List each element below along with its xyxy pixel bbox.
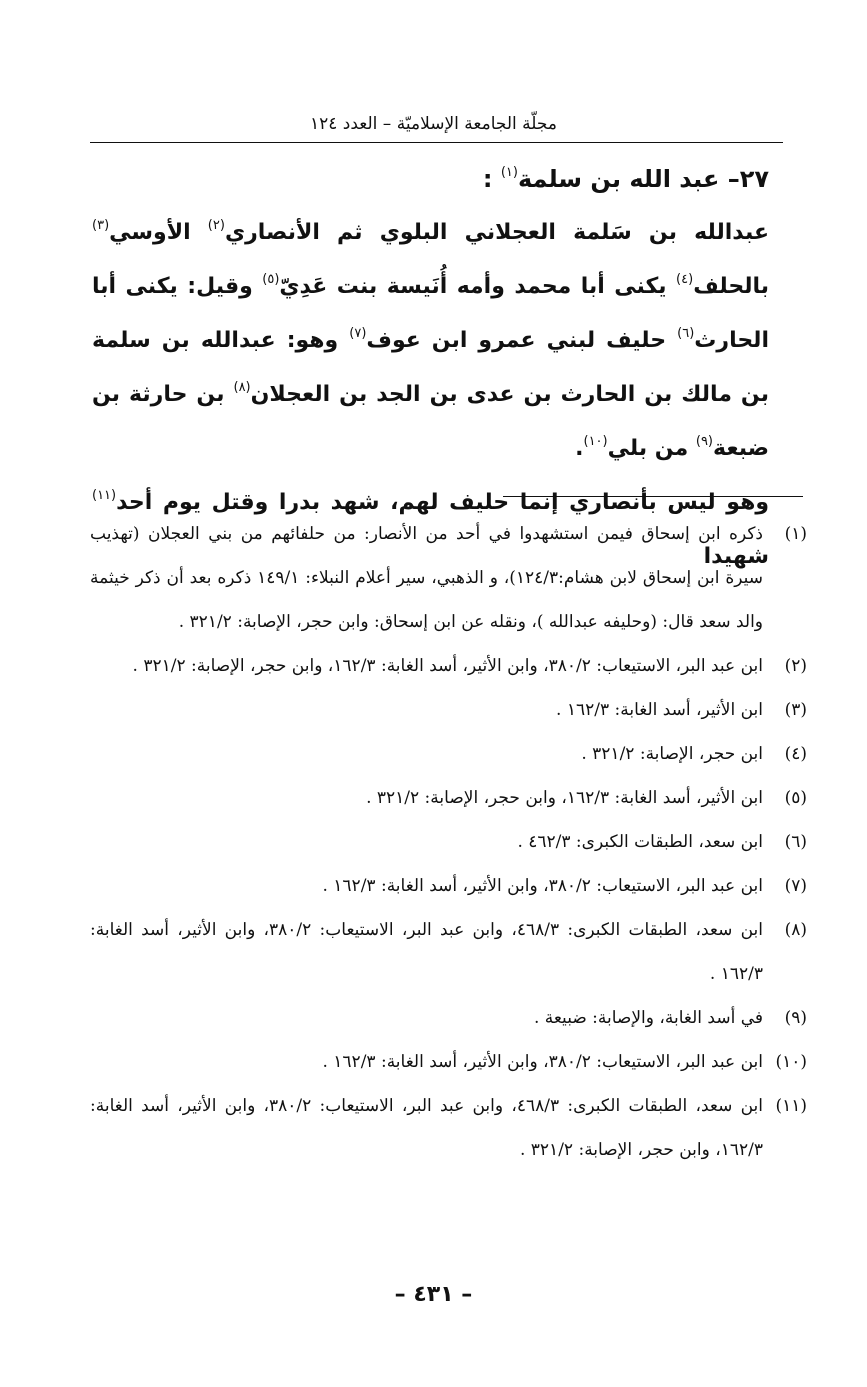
footnote-text: ابن الأثير، أسد الغابة: ١٦٢/٣ . — [556, 700, 763, 720]
footnote-number: (٤) — [784, 744, 807, 764]
footnote-ref: (٦) — [677, 325, 695, 341]
footnote-text: ابن سعد، الطبقات الكبرى: ٤٦٨/٣، وابن عبد البر، الاستيعاب: ٣٨٠/٢، وابن الأثير، أسد الغابة: ١٦٢/٣ . — [90, 920, 763, 984]
footnote-text: ابن سعد، الطبقات الكبرى: ٤٦٢/٣ . — [517, 832, 763, 852]
footnote-ref: (٢) — [207, 217, 225, 233]
footnote-number: (٦) — [784, 832, 807, 852]
footnote-item — [90, 644, 807, 688]
footnote-item — [90, 820, 807, 864]
footnote-item — [90, 732, 807, 776]
footnote-text: ابن عبد البر، الاستيعاب: ٣٨٠/٢، وابن الأثير، أسد الغابة: ١٦٢/٣ . — [322, 1052, 763, 1072]
footnote-ref: (٣) — [92, 217, 110, 233]
text-run: وهو ليس بأنصاري إنما حليف لهم، شهد بدرا وقتل يوم أحد — [116, 490, 769, 515]
text-run: وهو: عبدالله بن سلمة بن مالك بن الحارث بن عدى بن الجد بن العجلان — [92, 328, 769, 407]
footnote-ref: (١) — [500, 165, 518, 180]
footnote-number: (٣) — [784, 700, 807, 720]
footnote-text: ابن الأثير، أسد الغابة: ١٦٢/٣، وابن حجر، الإصابة: ٣٢١/٢ . — [366, 788, 763, 808]
footnotes — [90, 512, 807, 1172]
footnote-ref: (٨) — [233, 379, 251, 395]
text-run: حليف لبني عمرو ابن عوف — [366, 328, 678, 353]
footnote-number: (٢) — [784, 656, 807, 676]
footnote-number: (٧) — [784, 876, 807, 896]
text-run: يكنى أبا محمد وأمه أُنَيسة بنت عَدِيّ — [279, 274, 677, 299]
footnote-text: في أسد الغابة، والإصابة: ضبيعة . — [533, 1008, 763, 1028]
footnote-ref: (١٠) — [583, 433, 608, 449]
footnote-ref: (٩) — [695, 433, 713, 449]
footnote-text: ابن سعد، الطبقات الكبرى: ٤٦٨/٣، وابن عبد البر، الاستيعاب: ٣٨٠/٢، وابن الأثير، أسد الغابة: ١٦٢/٣، وابن حجر، الإصابة: ٣٢١/٢ . — [90, 1096, 763, 1160]
footnote-number: (٨) — [784, 920, 807, 940]
footnote-ref: (٤) — [676, 271, 694, 287]
paragraph-1 — [92, 206, 769, 476]
page-number: – ٤٣١ – — [394, 1282, 473, 1307]
footnote-number: (١١) — [775, 1096, 807, 1116]
footnote-item — [90, 512, 807, 644]
footnote-text: ابن عبد البر، الاستيعاب: ٣٨٠/٢، وابن الأثير، أسد الغابة: ١٦٢/٣، وابن حجر، الإصابة: ٣٢١/٢ . — [132, 656, 763, 676]
footnote-ref: (١١) — [92, 487, 117, 503]
heading-text: ٢٧– عبد الله بن سلمة — [517, 165, 769, 193]
footnote-ref: (٥) — [262, 271, 280, 287]
text-run: بن حارثة بن ضبعة — [92, 382, 769, 461]
footnote-item — [90, 1040, 807, 1084]
footnote-text: ذكره ابن إسحاق فيمن استشهدوا في أحد من الأنصار: من حلفائهم من بني العجلان (تهذيب سيرة ابن إسحاق لابن هشام:١٢٤/٣)، و الذهبي، سير أعلام النبلاء: ١٤٩/١ ذكره بعد أن ذكر خيثمة والد سعد قال: (وحليفه عبدالله )، ونقله عن ابن إسحاق: وابن حجر، الإصابة: ٣٢١/٢ . — [90, 524, 763, 632]
header-rule — [90, 142, 783, 143]
footnote-number: (١) — [784, 524, 807, 544]
footnote-item — [90, 688, 807, 732]
footnote-number: (٥) — [784, 788, 807, 808]
footnote-item — [90, 996, 807, 1040]
footnote-number: (٩) — [784, 1008, 807, 1028]
section-heading — [92, 152, 769, 206]
text-run: عبدالله بن سَلمة العجلاني البلوي ثم الأنصاري — [224, 220, 769, 245]
text-run: الأوسي — [109, 220, 208, 245]
footnote-ref: (٧) — [349, 325, 367, 341]
text-run: من بلي — [607, 436, 696, 461]
text-run: . — [575, 436, 584, 461]
heading-tail: : — [482, 165, 501, 193]
footnote-item — [90, 776, 807, 820]
text-run: بالحلف — [693, 274, 770, 299]
footnote-text: ابن عبد البر، الاستيعاب: ٣٨٠/٢، وابن الأثير، أسد الغابة: ١٦٢/٣ . — [322, 876, 763, 896]
text-run: وقيل: يكنى أبا الحارث — [92, 274, 769, 353]
text-run: شهيدا — [703, 544, 769, 569]
footnote-item — [90, 908, 807, 996]
footnote-separator — [503, 496, 803, 497]
footnote-item — [90, 864, 807, 908]
footnote-number: (١٠) — [775, 1052, 807, 1072]
running-header: مجلّة الجامعة الإسلاميّة – العدد ١٢٤ — [310, 114, 557, 134]
footnote-item — [90, 1084, 807, 1172]
footnote-text: ابن حجر، الإصابة: ٣٢١/٢ . — [581, 744, 763, 764]
